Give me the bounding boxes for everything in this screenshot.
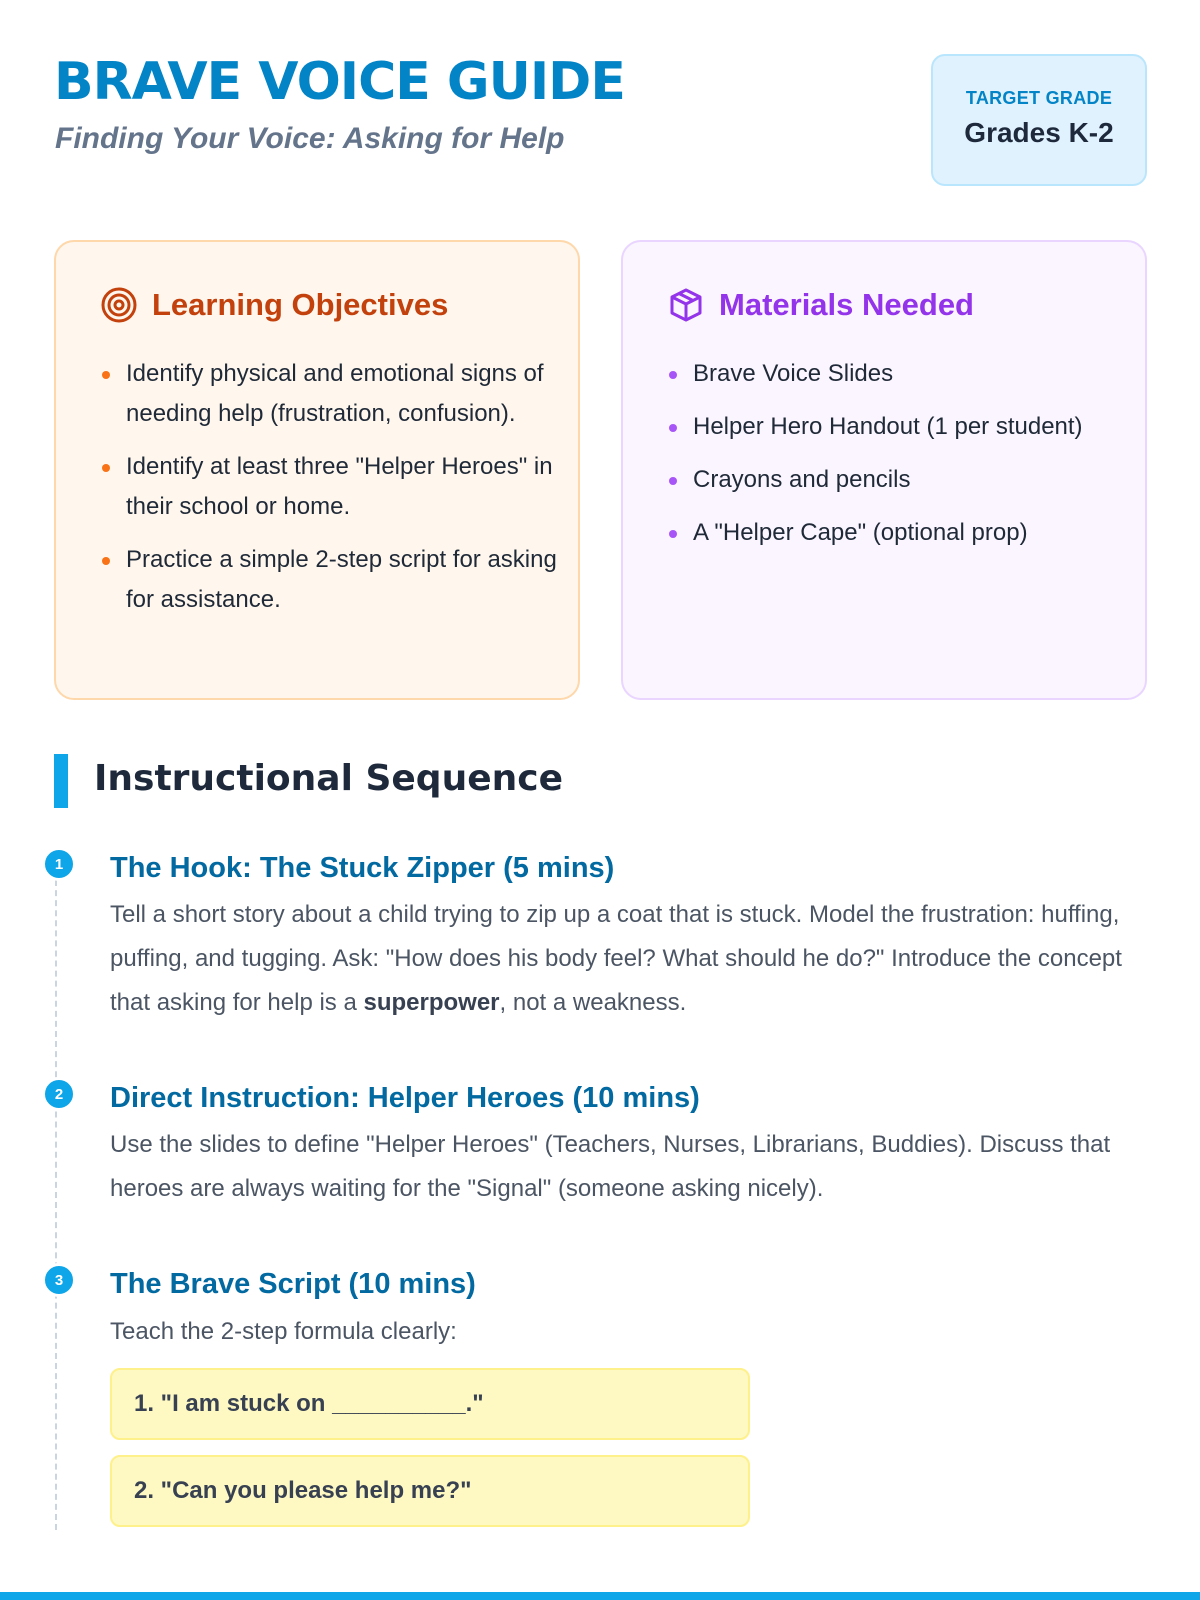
learning-objectives-list (126, 354, 558, 633)
materials-needed-card (621, 240, 1147, 700)
learning-objectives-title: Learning Objectives (152, 287, 449, 322)
step-title: Direct Instruction: Helper Heroes (10 mins) (110, 1082, 700, 1114)
step-title: The Hook: The Stuck Zipper (5 mins) (110, 852, 615, 884)
material-item: A "Helper Cape" (optional prop) (693, 513, 1125, 553)
step-number-badge: 2 (42, 1077, 76, 1111)
target-grade-value: Grades K-2 (964, 117, 1114, 148)
step-description: Use the slides to define "Helper Heroes" (Teachers, Nurses, Librarians, Buddies). Discuss that heroes are always waiting for the "Signal" (someone asking nicely). (110, 1131, 1111, 1202)
learning-objectives-card (54, 240, 580, 700)
target-grade-label: TARGET GRADE (965, 88, 1113, 108)
guide-subtitle: Finding Your Voice: Asking for Help (55, 122, 565, 155)
objective-item: Practice a simple 2-step script for asking for assistance. (126, 540, 558, 620)
materials-needed-header (667, 286, 974, 324)
step-description: Tell a short story about a child trying to zip up a coat that is stuck. Model the frustration: huffing, puffing, and tugging. Ask: "How does his body feel? What should he do?" Introduce the concept that asking for help is a superpower, not a weakness. (110, 901, 1122, 1016)
step-title: The Brave Script (10 mins) (110, 1268, 476, 1300)
script-line-1: 1. "I am stuck on __________." (110, 1368, 750, 1440)
section-accent-bar (54, 754, 68, 808)
learning-objectives-header (100, 286, 448, 324)
instructional-sequence-title: Instructional Sequence (94, 758, 564, 799)
material-item: Helper Hero Handout (1 per student) (693, 407, 1125, 447)
target-grade-badge (931, 54, 1147, 186)
script-line-2: 2. "Can you please help me?" (110, 1455, 750, 1527)
materials-needed-title: Materials Needed (719, 287, 974, 322)
box-icon (667, 286, 705, 324)
step-number-badge: 1 (42, 847, 76, 881)
timeline-line (55, 870, 57, 1530)
material-item: Crayons and pencils (693, 460, 1125, 500)
objective-item: Identify at least three "Helper Heroes" in their school or home. (126, 447, 558, 527)
target-icon (100, 286, 138, 324)
guide-title: BRAVE VOICE GUIDE (54, 52, 625, 112)
material-item: Brave Voice Slides (693, 354, 1125, 394)
step-description: Teach the 2-step formula clearly: (110, 1318, 457, 1345)
materials-needed-list (693, 354, 1125, 566)
objective-item: Identify physical and emotional signs of needing help (frustration, confusion). (126, 354, 558, 434)
step-number-badge: 3 (42, 1263, 76, 1297)
footer-accent-bar (0, 1592, 1200, 1600)
emphasis-text: superpower (363, 989, 500, 1016)
